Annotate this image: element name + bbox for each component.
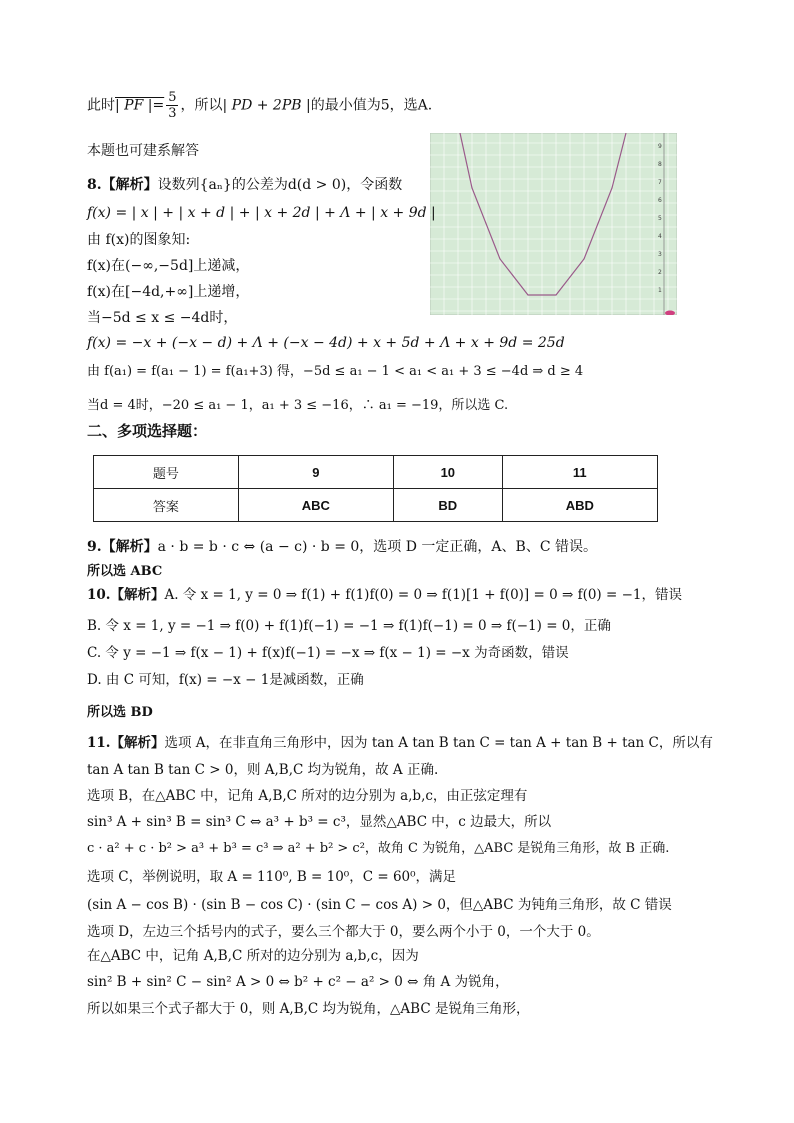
line-19: 所以选 BD (87, 705, 153, 720)
line-20 (87, 733, 713, 753)
table-cell: 题号 (94, 456, 239, 489)
text: ，所以 (180, 97, 223, 114)
frac-den: 3 (168, 106, 177, 121)
table-cell: 9 (238, 456, 393, 489)
text: a · b = b · c ⇔ (a − c) · b = 0，选项 D 一定正确，A、B、C 错误。 (157, 539, 597, 555)
y-tick-label: 7 (658, 179, 662, 186)
line-29: sin² B + sin² C − sin² A > 0 ⇔ b² + c² − a² > 0 ⇔ 角 A 为锐角， (87, 974, 509, 990)
y-tick-label: 8 (658, 161, 662, 168)
y-tick-label: 5 (658, 215, 662, 222)
table-cell: ABD (502, 489, 657, 522)
line-16: B. 令 x = 1, y = −1 ⇒ f(0) + f(1)f(−1) = −1 ⇒ f(1)f(−1) = 0 ⇒ f(−1) = 0，正确 (87, 618, 611, 634)
line-25: 选项 C，举例说明，取 A = 110⁰, B = 10⁰，C = 60⁰，满足 (87, 869, 457, 885)
y-tick-label: 3 (658, 251, 662, 258)
line-22: 选项 B，在△ABC 中，记角 A,B,C 所对的边分别为 a,b,c，由正弦定理有 (87, 788, 528, 804)
text: 选项 A，在非直角三角形中，因为 tan A tan B tan C = tan A + tan B + tan C，所以有 (164, 735, 713, 751)
text: 的最小值为5，选A. (310, 97, 433, 114)
line-3 (87, 175, 402, 195)
table-cell: 11 (502, 456, 657, 489)
line-6: f(x)在(−∞,−5d]上递减， (87, 258, 250, 274)
table-row (94, 456, 658, 489)
pf-norm: | PF |= (115, 97, 165, 114)
line-24: c · a² + c · b² > a³ + b³ = c³ ⇒ a² + b² > c²，故角 C 为锐角，△ABC 是锐角三角形，故 B 正确. (87, 841, 670, 856)
text: A. 令 x = 1, y = 0 ⇒ f(1) + f(1)f(0) = 0 ⇒ f(1)[1 + f(0)] = 0 ⇒ f(0) = −1，错误 (164, 587, 682, 603)
label: 11.【解析】 (87, 735, 165, 751)
y-tick-label: 9 (658, 143, 662, 150)
line-17: C. 令 y = −1 ⇒ f(x − 1) + f(x)f(−1) = −x ⇒ f(x − 1) = −x 为奇函数，错误 (87, 645, 569, 661)
y-tick-label: 6 (658, 197, 662, 204)
line-4: f(x) = | x | + | x + d | + | x + 2d | + Λ + | x + 9d | (87, 205, 436, 221)
line-27: 选项 D，左边三个括号内的式子，要么三个都大于 0，要么两个小于 0，一个大于 0。 (87, 924, 600, 940)
table-row (94, 489, 658, 522)
fraction (166, 90, 178, 121)
answer-table (93, 455, 658, 522)
line-13 (87, 537, 597, 557)
table-cell: ABC (238, 489, 393, 522)
y-tick-label: 2 (658, 269, 662, 276)
line-15 (87, 585, 682, 605)
section-heading: 二、多项选择题： (87, 422, 208, 440)
line-11: 当d = 4时，−20 ≤ a₁ − 1，a₁ + 3 ≤ −16，∴ a₁ = −19，所以选 C. (87, 398, 509, 413)
text: 此时 (87, 97, 115, 114)
text: 设数列{aₙ}的公差为d(d > 0)，令函数 (157, 177, 403, 193)
line-5: 由 f(x)的图象知: (87, 232, 191, 248)
table-cell: 10 (394, 456, 503, 489)
label: 8.【解析】 (87, 177, 158, 193)
line-14: 所以选 ABC (87, 564, 163, 579)
vector-expr: | PD + 2PB | (222, 97, 311, 114)
line-30: 所以如果三个式子都大于 0，则 A,B,C 均为锐角，△ABC 是锐角三角形， (87, 1001, 530, 1017)
y-tick-label: 4 (658, 233, 662, 240)
line-9: f(x) = −x + (−x − d) + Λ + (−x − 4d) + x + 5d + Λ + x + 9d = 25d (87, 335, 565, 351)
line-21: tan A tan B tan C > 0，则 A,B,C 均为锐角，故 A 正确. (87, 762, 439, 778)
label: 9.【解析】 (87, 539, 158, 555)
line-8: 当−5d ≤ x ≤ −4d时， (87, 310, 238, 326)
function-graph (430, 133, 677, 315)
table-cell: BD (394, 489, 503, 522)
line-10: 由 f(a₁) = f(a₁ − 1) = f(a₁+3) 得，−5d ≤ a₁ − 1 < a₁ < a₁ + 3 ≤ −4d ⇒ d ≥ 4 (87, 364, 584, 379)
table-cell: 答案 (94, 489, 239, 522)
frac-num: 5 (168, 90, 177, 105)
label: 10.【解析】 (87, 587, 165, 603)
line-23: sin³ A + sin³ B = sin³ C ⇔ a³ + b³ = c³，显然△ABC 中，c 边最大，所以 (87, 814, 552, 830)
line-28: 在△ABC 中，记角 A,B,C 所对的边分别为 a,b,c，因为 (87, 948, 419, 964)
y-tick-label: 1 (658, 287, 662, 294)
line-2: 本题也可建系解答 (87, 143, 199, 159)
line-7: f(x)在[−4d,+∞]上递增， (87, 284, 250, 300)
line-1 (87, 90, 432, 121)
line-26: (sin A − cos B) · (sin B − cos C) · (sin C − cos A) > 0，但△ABC 为钝角三角形，故 C 错误 (87, 897, 672, 913)
line-18: D. 由 C 可知，f(x) = −x − 1是减函数，正确 (87, 672, 364, 688)
